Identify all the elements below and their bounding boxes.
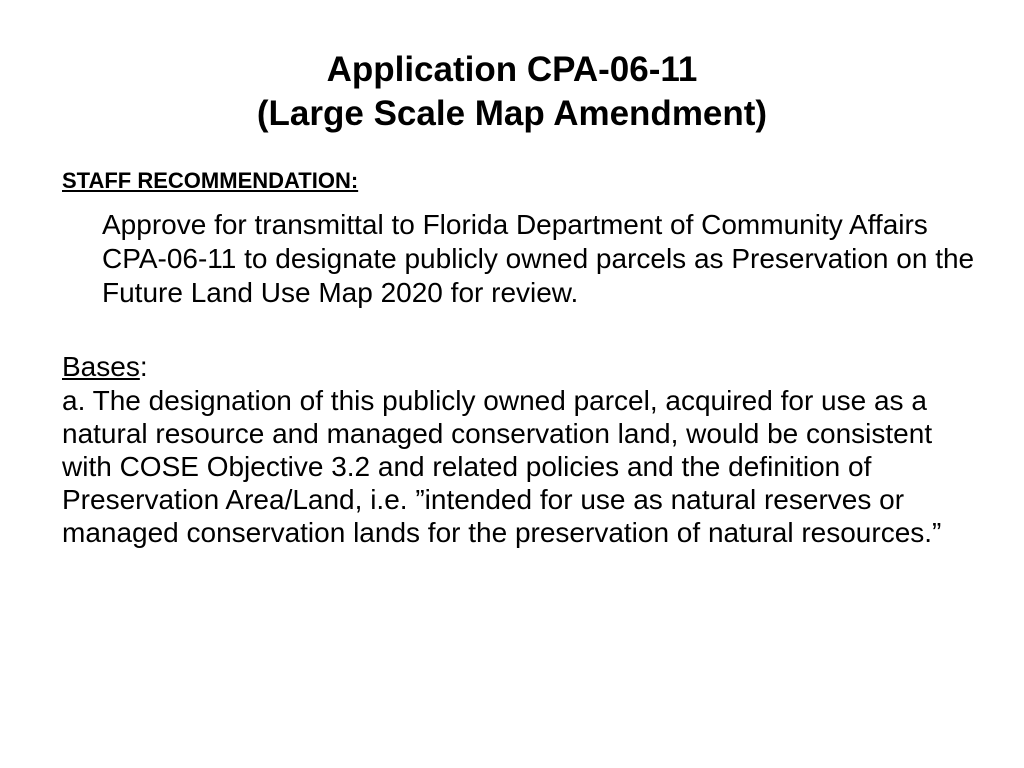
staff-recommendation-heading: STAFF RECOMMENDATION: <box>62 168 359 193</box>
title-line-1: Application CPA-06-11 <box>326 50 698 89</box>
bases-heading <box>62 350 992 384</box>
title-line-2: (Large Scale Map Amendment) <box>256 94 768 133</box>
bases-colon: : <box>139 351 148 382</box>
bases-text: a. The designation of this publicly owned parcel, acquired for use as a natural resource and managed conservation land, would be consistent with COSE Objective 3.2 and related policies and the definition of Preservation Area/Land, i.e. ”intended for use as natural reserves or managed conservation lands for the preservation of natural resources.” <box>62 385 942 548</box>
slide-title <box>0 48 1024 136</box>
staff-recommendation-text: Approve for transmittal to Florida Department of Community Affairs CPA-06-11 to designate publicly owned parcels as Preservation on the Future Land Use Map 2020 for review. <box>102 209 975 308</box>
bases-label: Bases <box>62 351 140 382</box>
slide-content <box>62 166 992 549</box>
